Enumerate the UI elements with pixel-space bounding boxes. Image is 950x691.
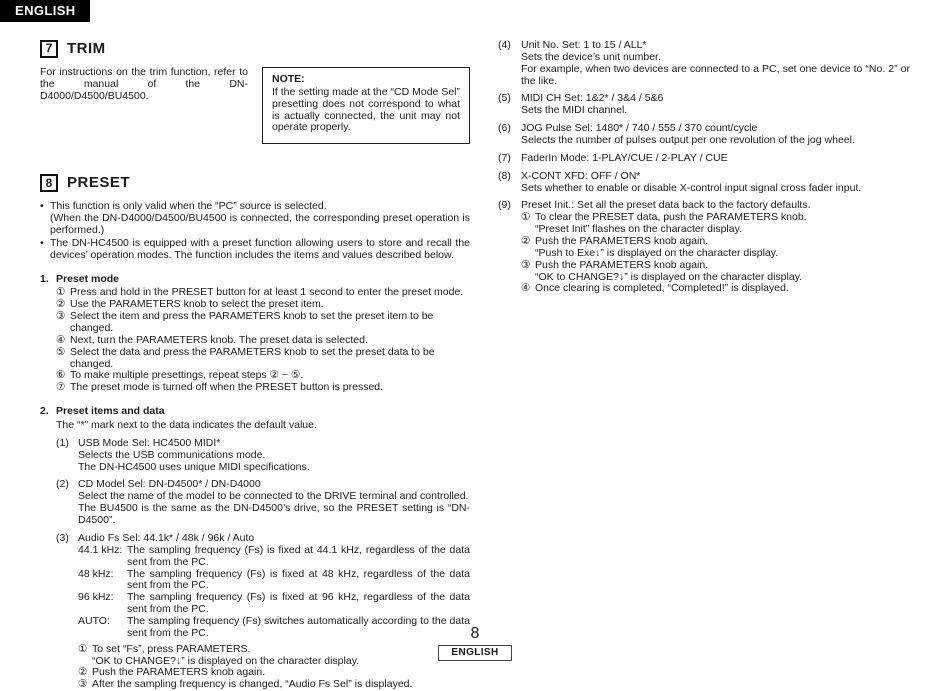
step-line-1: Push the PARAMETERS knob again. <box>535 258 709 271</box>
content-columns <box>40 40 910 691</box>
item-number: (2) <box>56 478 69 491</box>
bullet-marker: • <box>40 236 44 249</box>
item-number: (7) <box>498 151 511 164</box>
preset-item-2 <box>56 479 470 526</box>
preset-bullet-1 <box>40 201 470 237</box>
bullet-marker: • <box>40 200 44 213</box>
item-1-line-1: Selects the USB communications mode. <box>78 448 266 461</box>
item-number: (8) <box>498 169 511 182</box>
step-text: Use the PARAMETERS knob to select the preset item. <box>70 298 324 311</box>
item-5-title: MIDI CH Set: 1&2* / 3&4 / 5&6 <box>521 92 664 105</box>
step-text: Select the data and press the PARAMETERS knob to set the preset data to be changed. <box>70 345 435 370</box>
item-2-title: CD Model Sel: DN-D4500* / DN-D4000 <box>78 478 261 491</box>
preset-items-list <box>40 438 470 691</box>
item-9-step <box>521 283 910 295</box>
item-6-line-1: Selects the number of pulses output per one revolution of the jog wheel. <box>521 134 855 147</box>
item-9-body <box>521 200 910 295</box>
step-number: ① <box>78 642 88 655</box>
preset-item-7 <box>498 153 910 165</box>
item-8-body <box>521 171 910 195</box>
step-line-1: After the sampling frequency is changed, “Audio Fs Sel” is displayed. <box>92 678 413 691</box>
item-4-line-2: For example, when two devices are connected to a PC, set one device to “No. 2” or the like. <box>521 62 910 87</box>
preset-item-5 <box>498 93 910 117</box>
item-number: (6) <box>498 122 511 135</box>
freq-label: 44.1 kHz: <box>78 543 123 556</box>
freq-label: 48 kHz: <box>78 567 114 580</box>
step-line-1: Push the PARAMETERS knob again. <box>535 235 709 248</box>
preset-mode-steps <box>40 287 470 394</box>
step-line-2: “Push to Exe↓” is displayed on the character display. <box>535 246 779 259</box>
left-column <box>40 40 470 691</box>
preset-items-heading-number: 2. <box>40 405 49 418</box>
step-body <box>535 236 910 260</box>
step-line-1: Once clearing is completed, “Completed!” is displayed. <box>535 282 789 295</box>
item-number: (3) <box>56 531 69 544</box>
trim-body-text: For instructions on the trim function, refer to the manual of the DN-D4000/D4500/BU4500. <box>40 66 248 102</box>
trim-section-heading <box>40 40 470 58</box>
preset-item-3 <box>56 533 470 691</box>
preset-mode-step <box>56 382 470 394</box>
note-text: If the setting made at the “CD Mode Sel” presetting does not correspond to what is actually connected, the unit may not operate properly. <box>272 85 460 134</box>
item-1-body <box>78 438 470 474</box>
language-banner: ENGLISH <box>0 0 90 22</box>
step-body <box>92 667 470 679</box>
item-2-body <box>78 479 470 526</box>
step-number: ⑥ <box>56 369 66 382</box>
item-9-step <box>521 236 910 260</box>
trim-content-row <box>40 67 470 144</box>
item-8-line-1: Sets whether to enable or disable X-control input signal cross fader input. <box>521 181 862 194</box>
preset-items-intro: The “*” mark next to the data indicates the default value. <box>56 419 317 432</box>
page-number: 8 <box>470 624 480 642</box>
item-3-body <box>78 533 470 691</box>
step-line-2: “OK to CHANGE?↓” is displayed on the character display. <box>535 270 803 283</box>
step-number: ④ <box>56 333 66 346</box>
item-4-body <box>521 40 910 87</box>
item-number: (9) <box>498 199 511 212</box>
preset-item-6 <box>498 123 910 147</box>
freq-text: The sampling frequency (Fs) is fixed at 44.1 kHz, regardless of the data sent from the PC. <box>127 543 470 568</box>
freq-label: 96 kHz: <box>78 591 114 604</box>
item-2-line-2: The BU4500 is the same as the DN-D4500’s drive, so the PRESET setting is “DN-D4500”. <box>78 502 470 527</box>
step-text: Press and hold in the PRESET button for at least 1 second to enter the preset mode. <box>70 286 464 299</box>
step-line-1: To clear the PRESET data, push the PARAMETERS knob. <box>535 211 807 224</box>
preset-mode-step <box>56 311 470 335</box>
step-text: Next, turn the PARAMETERS knob. The preset data is selected. <box>70 333 368 346</box>
step-body <box>535 212 910 236</box>
preset-mode-heading-number: 1. <box>40 272 49 285</box>
step-number: ② <box>521 235 531 248</box>
preset-item-9 <box>498 200 910 295</box>
item-5-line-1: Sets the MIDI channel. <box>521 104 628 117</box>
note-box <box>262 67 470 144</box>
item-1-line-2: The DN-HC4500 uses unique MIDI specifications. <box>78 460 310 473</box>
step-number: ③ <box>56 310 66 323</box>
item-4-line-1: Sets the device’s unit number. <box>521 50 661 63</box>
step-body <box>535 283 910 295</box>
bullet-2-line-1: The DN-HC4500 is equipped with a preset function allowing users to store and recall the devices’ operation modes. The function includes the items and values described below. <box>50 236 470 261</box>
preset-item-8 <box>498 171 910 195</box>
step-number: ② <box>78 666 88 679</box>
item-7-title: FaderIn Mode: 1-PLAY/CUE / 2-PLAY / CUE <box>521 151 728 164</box>
preset-bullet-2 <box>40 238 470 262</box>
step-text: The preset mode is turned off when the PRESET button is pressed. <box>70 381 384 394</box>
item-6-body <box>521 123 910 147</box>
item-3-steps <box>78 644 470 691</box>
step-text: Select the item and press the PARAMETERS knob to set the preset item to be changed. <box>70 310 434 335</box>
item-number: (5) <box>498 92 511 105</box>
trim-section-title: TRIM <box>67 39 106 57</box>
step-number: ⑦ <box>56 381 66 394</box>
item-3-title: Audio Fs Sel: 44.1k* / 48k / 96k / Auto <box>78 531 255 544</box>
preset-mode-step <box>56 335 470 347</box>
freq-label: AUTO: <box>78 614 110 627</box>
bullet-2-body <box>50 238 470 262</box>
item-8-title: X-CONT XFD: OFF / ON* <box>521 169 641 182</box>
item-number: (1) <box>56 436 69 449</box>
step-body <box>535 260 910 284</box>
item-4-title: Unit No. Set: 1 to 15 / ALL* <box>521 39 647 51</box>
step-number: ④ <box>521 282 531 295</box>
item-3-step <box>78 667 470 679</box>
step-number: ① <box>56 286 66 299</box>
preset-mode-heading <box>40 274 470 286</box>
bullet-1-line-1: This function is only valid when the “PC” source is selected. <box>50 200 327 213</box>
preset-item-4 <box>498 40 910 87</box>
preset-items-heading-text: Preset items and data <box>56 405 165 418</box>
item-1-title: USB Mode Sel: HC4500 MIDI* <box>78 436 221 449</box>
item-2-line-1: Select the name of the model to be connected to the DRIVE terminal and controlled. <box>78 490 469 503</box>
bullet-1-body <box>50 201 470 237</box>
preset-mode-heading-text: Preset mode <box>56 272 120 285</box>
step-text: To make multiple presettings, repeat steps ② ~ ⑤. <box>70 369 304 382</box>
freq-row-44-1 <box>78 545 470 569</box>
bullet-1-line-2: (When the DN-D4000/D4500/BU4500 is connected, the corresponding preset operation is performed.) <box>50 212 470 237</box>
freq-text: The sampling frequency (Fs) is fixed at 96 kHz, regardless of the data sent from the PC. <box>127 591 470 616</box>
item-9-title: Preset Init.: Set all the preset data back to the factory defaults. <box>521 199 811 212</box>
item-7-body <box>521 153 910 165</box>
step-line-1: To set “Fs”, press PARAMETERS. <box>92 642 251 655</box>
preset-item-1 <box>56 438 470 474</box>
item-3-step <box>78 679 470 691</box>
step-line-2: “Preset Init” flashes on the character display. <box>535 223 742 236</box>
item-6-title: JOG Pulse Sel: 1480* / 740 / 555 / 370 count/cycle <box>521 122 758 135</box>
item-9-step <box>521 212 910 236</box>
step-number: ③ <box>521 258 531 271</box>
note-label: NOTE: <box>272 73 305 85</box>
preset-items-heading <box>40 406 470 418</box>
step-line-2: “OK to CHANGE?↓” is displayed on the character display. <box>92 654 360 667</box>
step-body <box>92 644 470 668</box>
preset-section-title: PRESET <box>67 173 131 191</box>
section-8-number-box: 8 <box>40 174 58 192</box>
step-number: ③ <box>78 678 88 691</box>
freq-row-96 <box>78 592 470 616</box>
freq-row-48 <box>78 569 470 593</box>
step-body <box>92 679 470 691</box>
preset-section-heading <box>40 174 470 192</box>
preset-mode-step <box>56 347 470 371</box>
footer-language-label: ENGLISH <box>438 645 512 661</box>
freq-text: The sampling frequency (Fs) switches automatically according to the data sent from the PC. <box>127 614 470 639</box>
item-9-step <box>521 260 910 284</box>
step-number: ⑤ <box>56 345 66 358</box>
step-line-1: Push the PARAMETERS knob again. <box>92 666 266 679</box>
step-number: ① <box>521 211 531 224</box>
item-3-step <box>78 644 470 668</box>
right-column <box>498 40 910 691</box>
freq-text: The sampling frequency (Fs) is fixed at 48 kHz, regardless of the data sent from the PC. <box>127 567 470 592</box>
item-number: (4) <box>498 39 511 51</box>
section-7-number-box: 7 <box>40 40 58 58</box>
item-5-body <box>521 93 910 117</box>
step-number: ② <box>56 298 66 311</box>
